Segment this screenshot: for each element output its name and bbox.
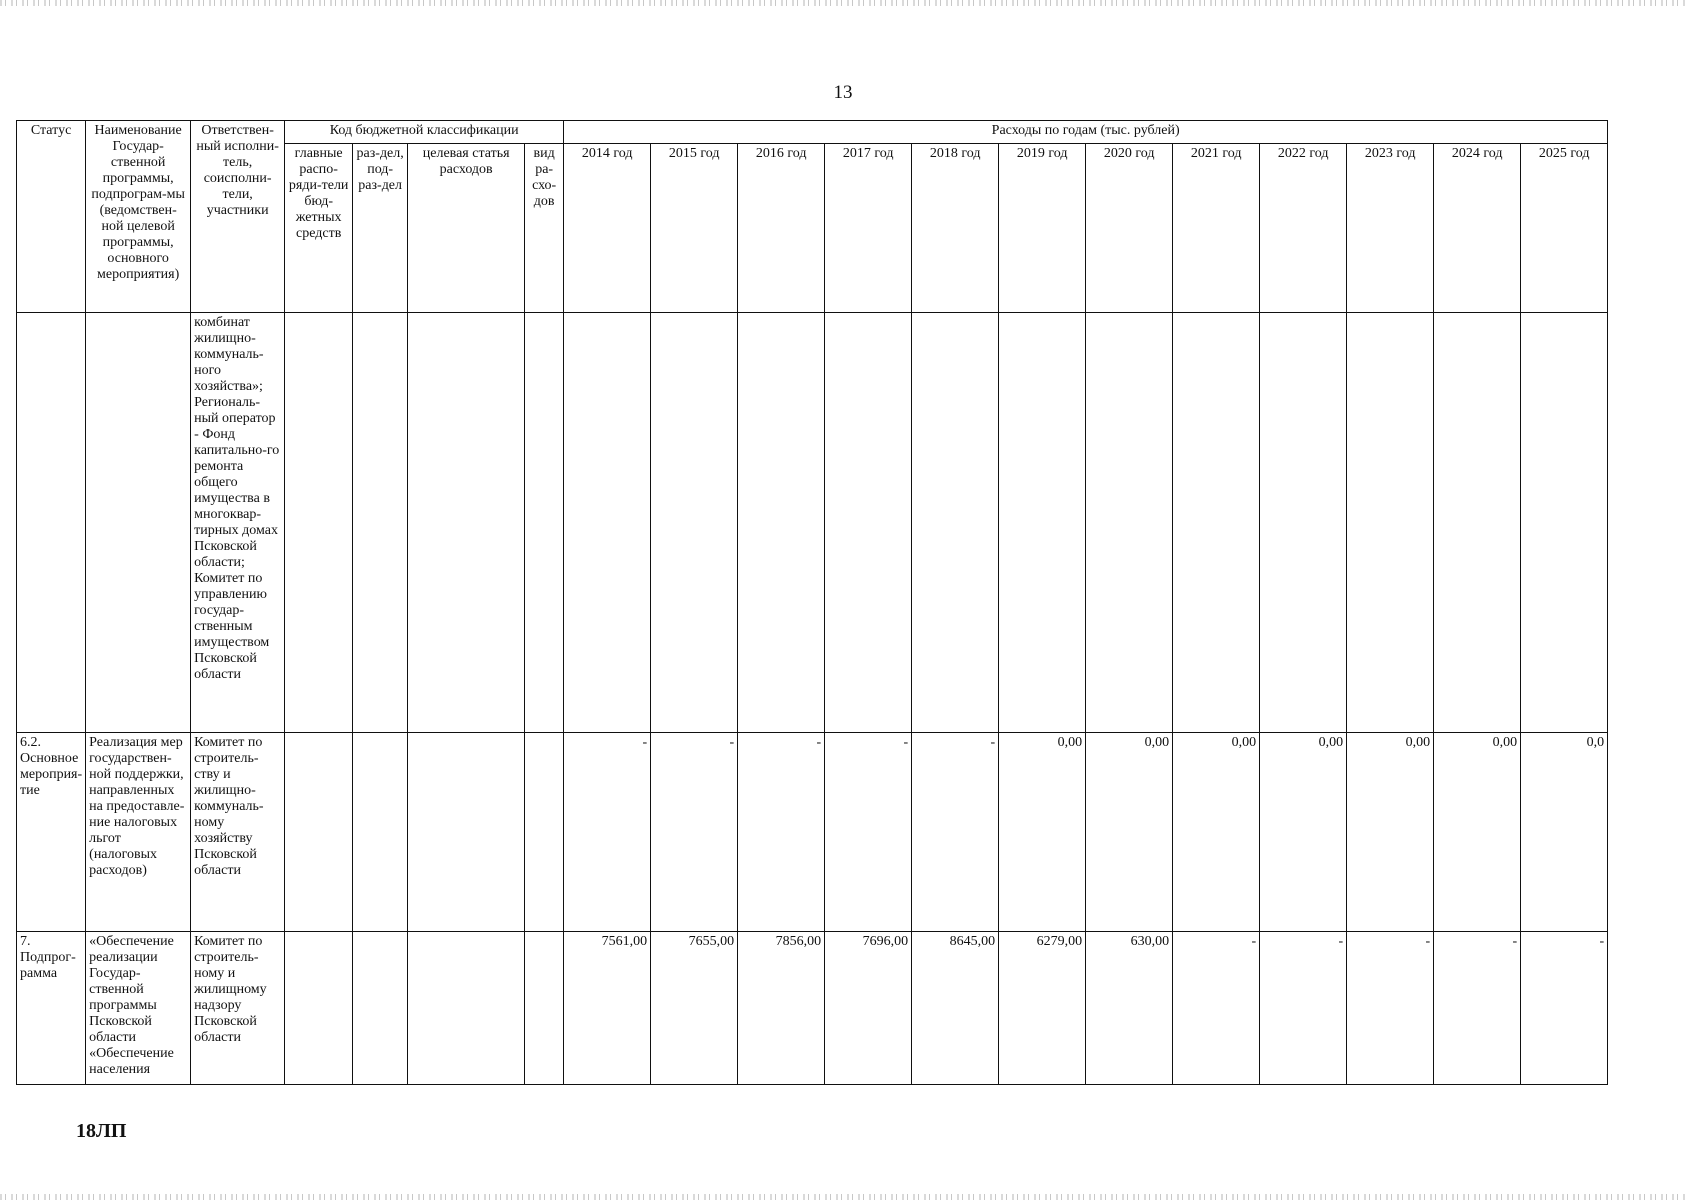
cell-value (1434, 313, 1521, 733)
cell-value (1521, 313, 1608, 733)
cell-value (1086, 313, 1173, 733)
table-row (17, 313, 1608, 733)
cell-value: 7696,00 (825, 932, 912, 1085)
col-header-year: 2021 год (1173, 144, 1260, 313)
cell-value: - (738, 733, 825, 932)
cell-status: 7. Подпрог-рамма (17, 932, 86, 1085)
col-header-year: 2017 год (825, 144, 912, 313)
col-header-year: 2022 год (1260, 144, 1347, 313)
cell-value (999, 313, 1086, 733)
cell-value: 630,00 (1086, 932, 1173, 1085)
cell-value: - (1347, 932, 1434, 1085)
col-group-budget-code: Код бюджетной классификации (285, 121, 564, 144)
col-header-year: 2019 год (999, 144, 1086, 313)
cell-value: 8645,00 (912, 932, 999, 1085)
cell-value (651, 313, 738, 733)
cell-value: - (564, 733, 651, 932)
cell-status: 6.2. Основное мероприя-тие (17, 733, 86, 932)
cell-budget-code (353, 733, 408, 932)
document-code: 18ЛП (76, 1120, 127, 1142)
col-header-year: 2020 год (1086, 144, 1173, 313)
cell-budget-code (525, 733, 564, 932)
budget-table (16, 120, 1608, 1085)
cell-budget-code (285, 733, 353, 932)
cell-value: - (1173, 932, 1260, 1085)
cell-value: 7561,00 (564, 932, 651, 1085)
cell-value: - (825, 733, 912, 932)
cell-value: 0,00 (999, 733, 1086, 932)
col-header-status: Статус (17, 121, 86, 313)
cell-value (738, 313, 825, 733)
page-number: 13 (833, 82, 853, 103)
cell-budget-code (353, 313, 408, 733)
cell-responsible: Комитет по строитель-ному и жилищному надзору Псковской области (191, 932, 285, 1085)
scan-edge-top (0, 0, 1686, 6)
cell-value (1347, 313, 1434, 733)
cell-value: 0,0 (1521, 733, 1608, 932)
col-header-responsible: Ответствен-ный исполни-тель, соисполни-тели, участники (191, 121, 285, 313)
col-header-year: 2024 год (1434, 144, 1521, 313)
cell-value (1260, 313, 1347, 733)
cell-budget-code (285, 313, 353, 733)
col-header-target-article: целевая статья расходов (408, 144, 525, 313)
cell-value: 6279,00 (999, 932, 1086, 1085)
cell-value (912, 313, 999, 733)
col-header-year: 2015 год (651, 144, 738, 313)
cell-budget-code (525, 932, 564, 1085)
cell-value (1173, 313, 1260, 733)
table-row (17, 932, 1608, 1085)
cell-value: - (1434, 932, 1521, 1085)
col-header-budget-managers: главные распо-ряди-тели бюд-жетных средств (285, 144, 353, 313)
cell-budget-code (353, 932, 408, 1085)
cell-responsible: комбинат жилищно-коммуналь-ного хозяйства»; Региональ-ный оператор - Фонд капитально-го ремонта общего имущества в многоквар-тирных домах Псковской области; Комитет по управлению государ-ственным имуществом Псковской области (191, 313, 285, 733)
cell-value: - (1260, 932, 1347, 1085)
col-header-year: 2025 год (1521, 144, 1608, 313)
cell-value: 0,00 (1086, 733, 1173, 932)
cell-value: - (912, 733, 999, 932)
cell-budget-code (408, 313, 525, 733)
cell-value: 0,00 (1173, 733, 1260, 932)
col-header-year: 2014 год (564, 144, 651, 313)
col-header-name: Наименование Государ-ственной программы, подпрограм-мы (ведомствен-ной целевой программы, основного мероприятия) (86, 121, 191, 313)
cell-budget-code (408, 733, 525, 932)
cell-value: 0,00 (1260, 733, 1347, 932)
cell-budget-code (408, 932, 525, 1085)
cell-responsible: Комитет по строитель-ству и жилищно-коммуналь-ному хозяйству Псковской области (191, 733, 285, 932)
col-header-expense-type: вид ра-схо-дов (525, 144, 564, 313)
cell-value: - (651, 733, 738, 932)
cell-name: Реализация мер государствен-ной поддержки, направленных на предоставле-ние налоговых льгот (налоговых расходов) (86, 733, 191, 932)
cell-value: 0,00 (1347, 733, 1434, 932)
cell-value (564, 313, 651, 733)
col-header-section: раз-дел, под-раз-дел (353, 144, 408, 313)
header-row-1 (17, 121, 1608, 144)
col-header-year: 2018 год (912, 144, 999, 313)
cell-status (17, 313, 86, 733)
scan-edge-bottom (0, 1194, 1686, 1200)
cell-name: «Обеспечение реализации Государ-ственной программы Псковской области «Обеспечение населения (86, 932, 191, 1085)
col-group-expenses: Расходы по годам (тыс. рублей) (564, 121, 1608, 144)
cell-name (86, 313, 191, 733)
cell-value: 7655,00 (651, 932, 738, 1085)
cell-budget-code (525, 313, 564, 733)
table-row (17, 733, 1608, 932)
cell-value: - (1521, 932, 1608, 1085)
cell-value: 0,00 (1434, 733, 1521, 932)
cell-value: 7856,00 (738, 932, 825, 1085)
col-header-year: 2016 год (738, 144, 825, 313)
cell-budget-code (285, 932, 353, 1085)
col-header-year: 2023 год (1347, 144, 1434, 313)
cell-value (825, 313, 912, 733)
